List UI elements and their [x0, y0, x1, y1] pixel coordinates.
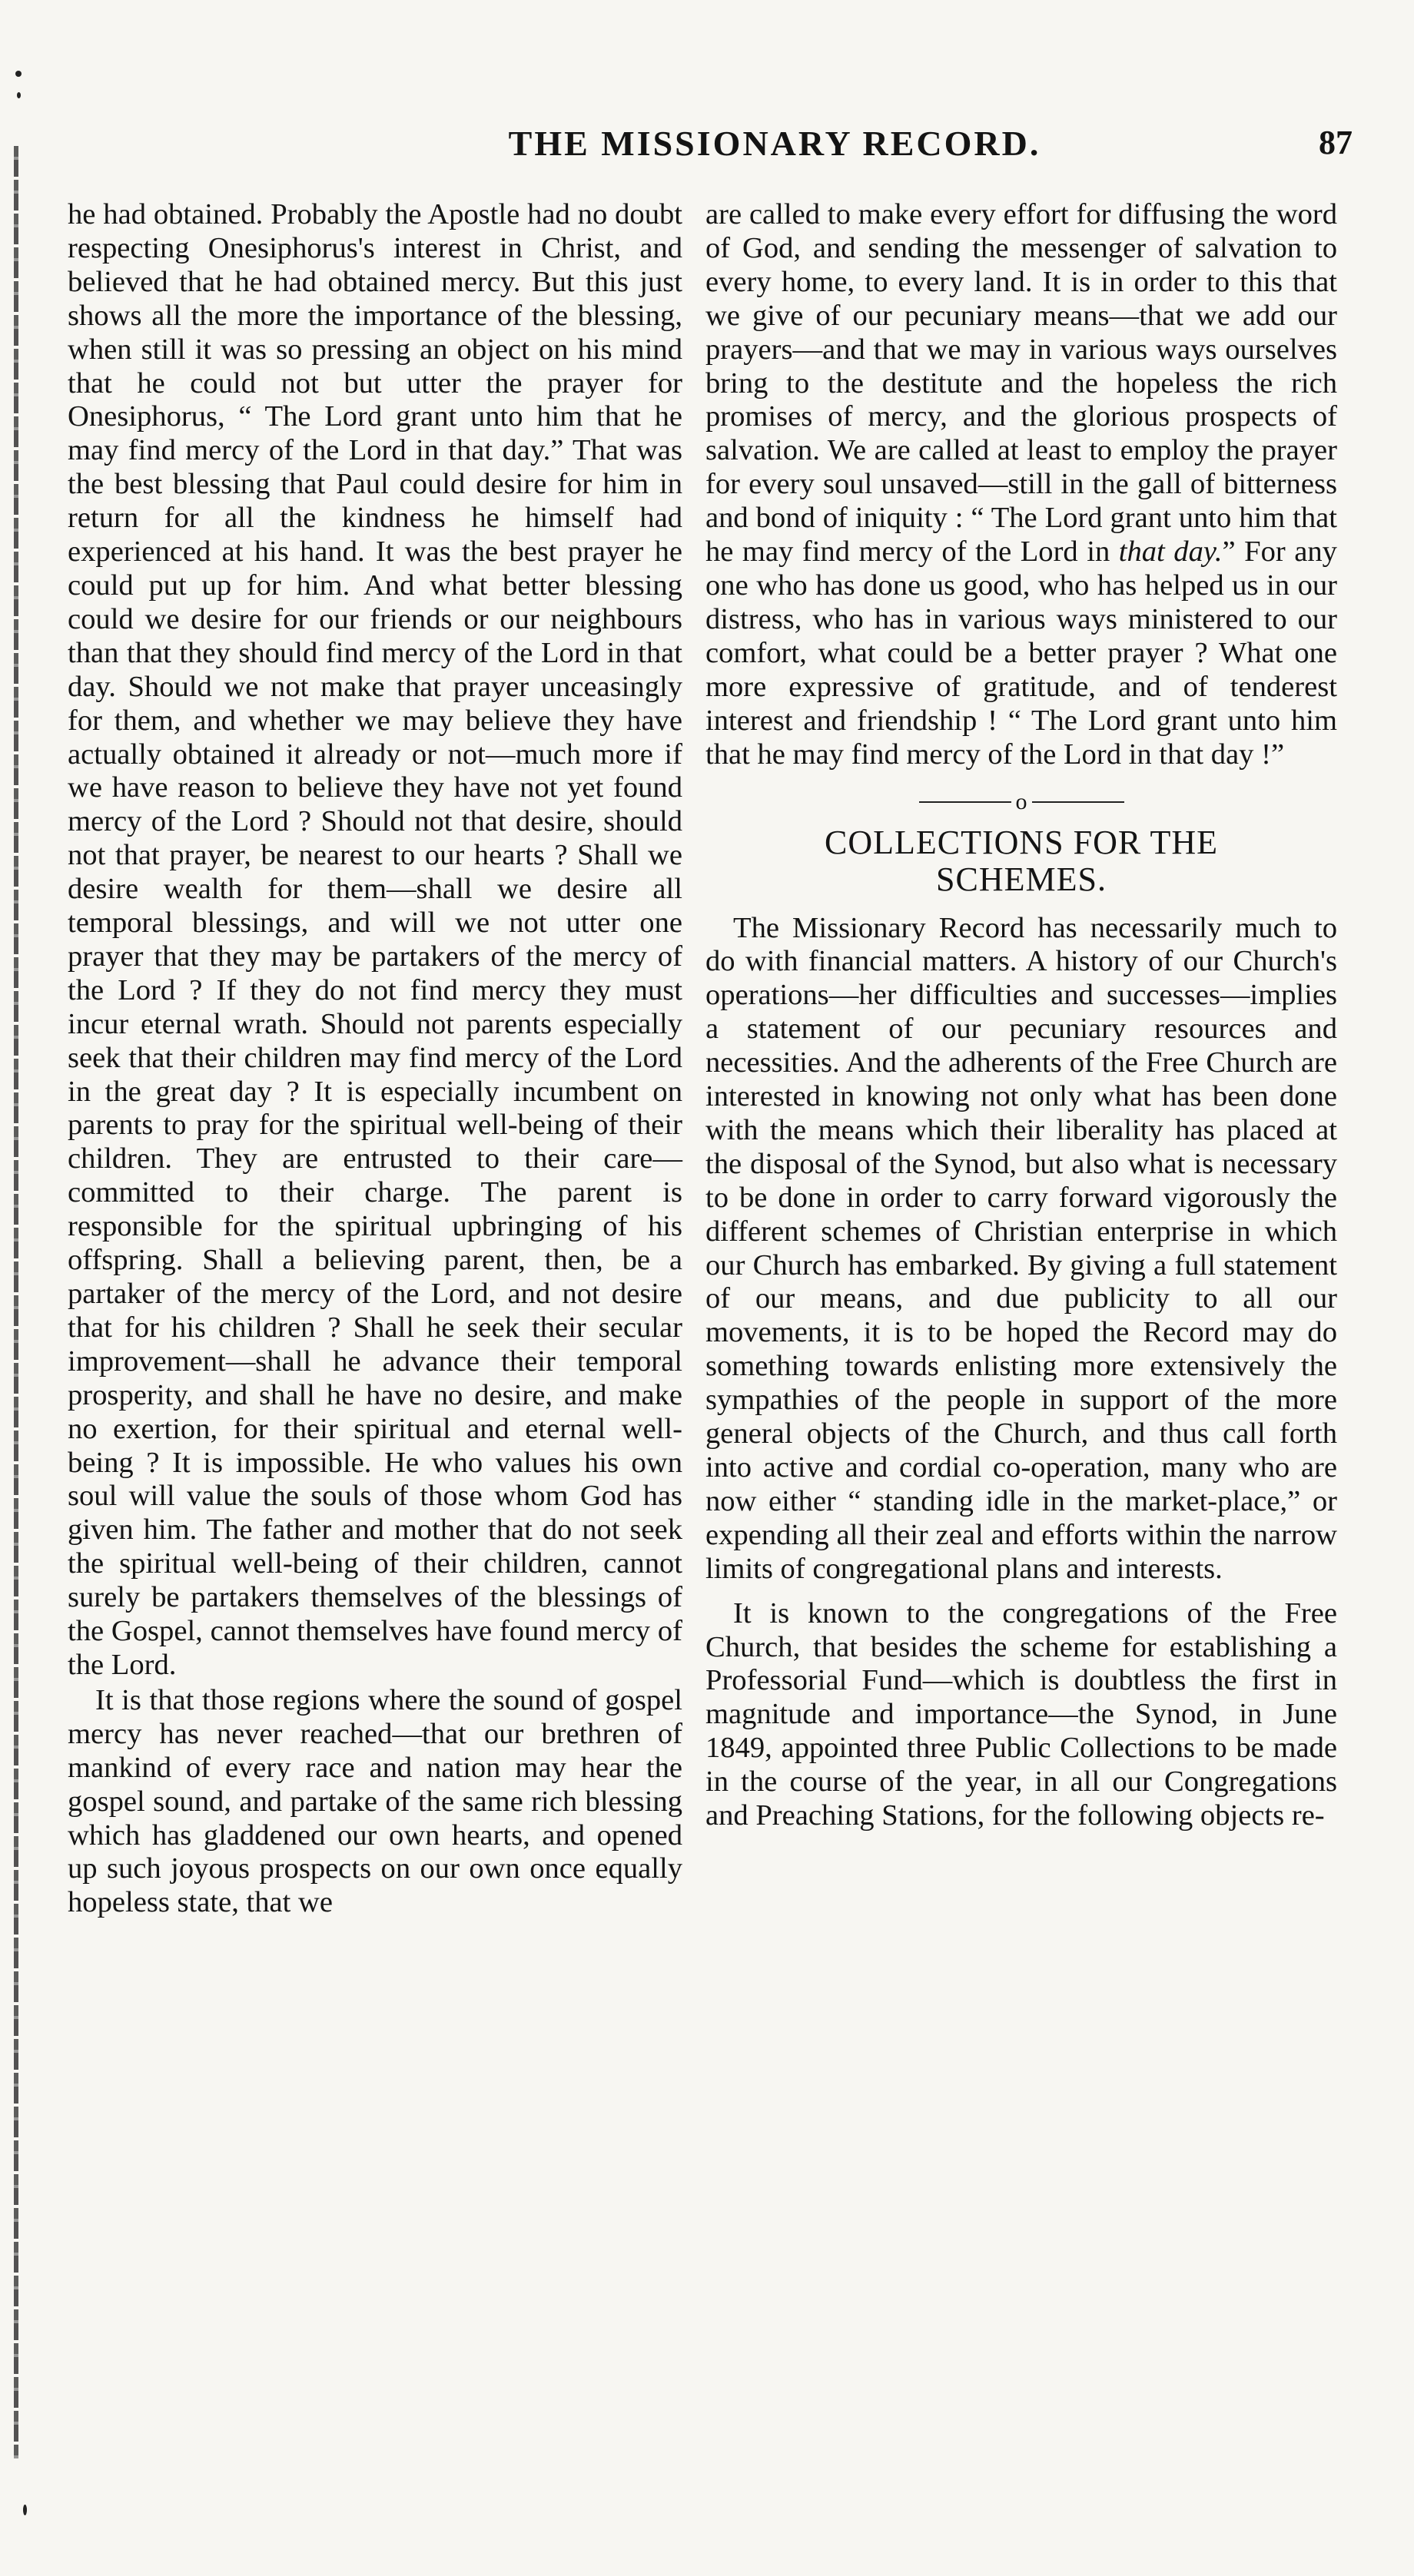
ink-speck: [17, 92, 21, 98]
right-column: [705, 198, 1337, 1833]
running-title: THE MISSIONARY RECORD.: [508, 124, 1041, 163]
separator-line: [1032, 801, 1124, 803]
page-header: [68, 123, 1353, 177]
page-number: 87: [1319, 124, 1353, 161]
paragraph-text: are called to make every effort for diffusing the word of God, and sending the messenger of salvation to every home, to every land. It is in order to this that we give of our pecuniary means—that we add our prayers—and that we may in various ways ourselves bring to the destitute and the hopeless the rich promises of mercy, and the glorious prospects of salvation. We are called at least to employ the prayer for every soul unsaved—still in the gall of bitterness and bond of iniquity : “ The Lord grant unto him that he may find mercy of the Lord in: [705, 198, 1337, 569]
section-separator: [705, 787, 1337, 814]
section-heading-line: SCHEMES.: [936, 860, 1107, 898]
paragraph: It is that those regions where the sound of gospel mercy has never reached—that our brethren of mankind of every race and nation may hear the gospel sound, and partake of the same rich blessing which has gladdened our own hearts, and opened up such joyous prospects on our own once equally hopeless state, that we: [68, 1683, 682, 1919]
paragraph: It is known to the congregations of the Free Church, that besides the scheme for establishing a Professorial Fund—which is doubtless the first in magnitude and importance—the Synod, in June 1849, appointed three Public Collections to be made in the course of the year, in all our Congregations and Preaching Stations, for the following objects re-: [705, 1596, 1337, 1832]
separator-mark: o: [1015, 788, 1027, 814]
italic-phrase: that day.: [1118, 535, 1223, 569]
section-heading: [705, 824, 1337, 898]
paragraph: [705, 198, 1337, 771]
ink-speck: [15, 71, 22, 77]
section-heading-line: COLLECTIONS FOR THE: [825, 823, 1218, 861]
paragraph: he had obtained. Probably the Apostle had no doubt respecting Onesiphorus's interest in Christ, and believed that he had obtained mercy. But this just shows all the more the importance of the blessing, when still it was so pressing an object on his mind that he could not but utter the prayer for Onesiphorus, “ The Lord grant unto him that he may find mercy of the Lord in that day.” That was the best blessing that Paul could desire for him in return for all the kindness he himself had experienced at his hand. It was the best prayer he could put up for him. And what better blessing could we desire for our friends or our neighbours than that they should find mercy of the Lord in that day. Should we not make that prayer unceasingly for them, and whether we may believe they have actually obtained it already or not—much more if we have reason to believe they have not yet found mercy of the Lord ? Should not that desire, should not that prayer, be nearest to our hearts ? Shall we desire wealth for them—shall we desire all temporal blessings, and will we not utter one prayer that they may be partakers of the mercy of the Lord ? If they do not find mercy they must incur eternal wrath. Should not parents especially seek that their children may find mercy of the Lord in the great day ? It is especially incumbent on parents to pray for the spiritual well-being of their children. They are entrusted to their care—committed to their charge. The parent is responsible for the spiritual upbringing of his offspring. Shall a believing parent, then, be a partaker of the mercy of the Lord, and not desire that for his children ? Shall he seek their secular improvement—shall he advance their temporal prosperity, and shall he have no desire, and make no exertion, for their spiritual and eternal well-being ? It is impossible. He who values his own soul will value the souls of those whom God has given him. The father and mother that do not seek the spiritual well-being of their children, cannot surely be partakers themselves of the blessings of the Gospel, cannot themselves have found mercy of the Lord.: [68, 198, 682, 1681]
left-column: [68, 198, 682, 1920]
paragraph-text: ” For any one who has done us good, who has helped us in our distress, who has in various ways ministered to our comfort, what could be a better prayer ? What one more expressive of gratitude, and of tenderest interest and friendship ! “ The Lord grant unto him that he may find mercy of the Lord in that day !”: [705, 535, 1337, 771]
separator-line: [919, 801, 1011, 803]
ink-speck: [23, 2505, 27, 2515]
binding-edge: [14, 146, 18, 2458]
paragraph: The Missionary Record has necessarily much to do with financial matters. A history of our Church's operations—her difficulties and successes—implies a statement of our pecuniary resources and necessities. And the adherents of the Free Church are interested in knowing not only what has been done with the means which their liberality has placed at the disposal of the Synod, but also what is necessary to be done in order to carry forward vigorously the different schemes of Christian enterprise in which our Church has embarked. By giving a full statement of our means, and due publicity to all our movements, it is to be hoped the Record may do something towards enlisting more extensively the sympathies of the people in support of the more general objects of the Church, and thus call forth into active and cordial co-operation, many who are now either “ standing idle in the market-place,” or expending all their zeal and efforts within the narrow limits of congregational plans and interests.: [705, 911, 1337, 1585]
